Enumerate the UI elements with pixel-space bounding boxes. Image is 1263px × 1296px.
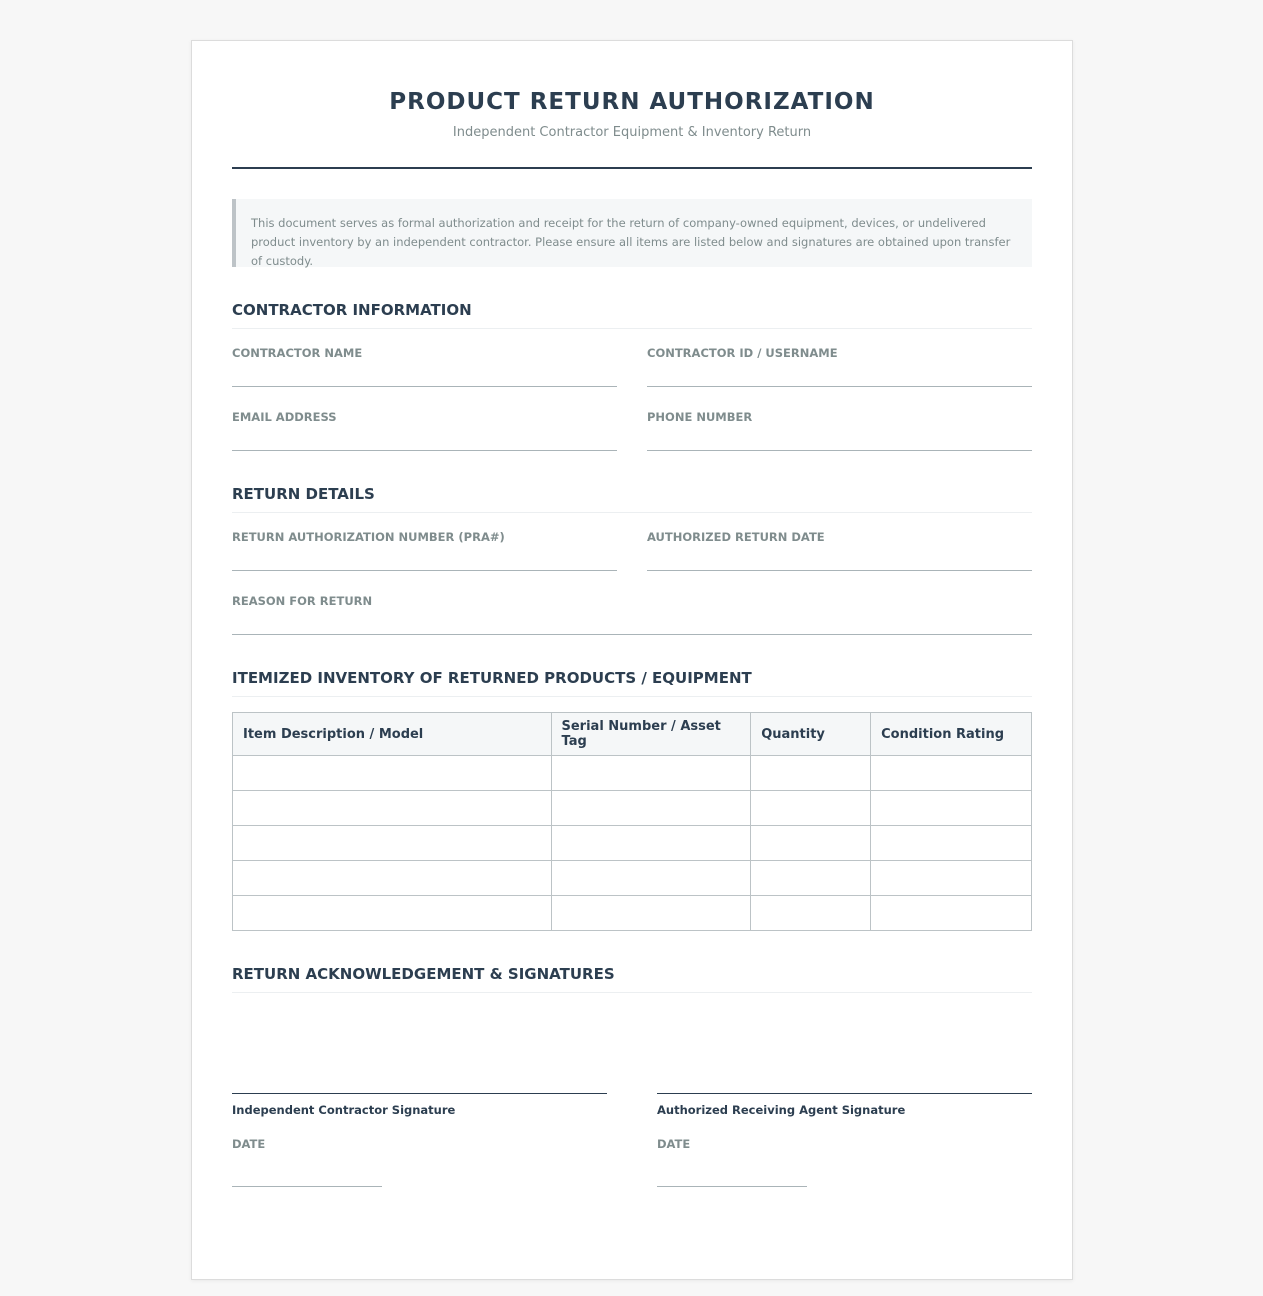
agent-date-label: DATE (657, 1137, 691, 1151)
agent-date-line[interactable] (657, 1186, 807, 1187)
column-header-serial-number: Serial Number / Asset Tag (551, 713, 751, 756)
table-cell[interactable] (233, 896, 552, 931)
table-cell[interactable] (871, 756, 1032, 791)
field-label: CONTRACTOR NAME (232, 346, 363, 360)
table-cell[interactable] (751, 826, 871, 861)
phone-line[interactable] (647, 450, 1032, 451)
table-cell[interactable] (551, 861, 751, 896)
table-row (233, 896, 1032, 931)
contractor-name-line[interactable] (232, 386, 617, 387)
table-cell[interactable] (871, 791, 1032, 826)
table-cell[interactable] (233, 791, 552, 826)
signature-area (232, 1093, 1032, 1187)
table-row (233, 791, 1032, 826)
table-cell[interactable] (551, 791, 751, 826)
section-title-signatures: RETURN ACKNOWLEDGEMENT & SIGNATURES (232, 964, 1032, 993)
table-row (233, 826, 1032, 861)
reason-field[interactable] (232, 594, 1032, 635)
document-header (232, 41, 1032, 169)
return-date-field[interactable] (647, 530, 1032, 571)
field-label: REASON FOR RETURN (232, 594, 373, 608)
column-header-item-description: Item Description / Model (233, 713, 552, 756)
page-subtitle: Independent Contractor Equipment & Inventory Return (452, 125, 812, 140)
agent-signature-block (657, 1093, 1032, 1187)
signatures-section (232, 964, 1032, 1187)
page-title: PRODUCT RETURN AUTHORIZATION (389, 89, 875, 115)
table-row (233, 756, 1032, 791)
table-cell[interactable] (751, 896, 871, 931)
phone-field[interactable] (647, 410, 1032, 451)
section-title-contractor: CONTRACTOR INFORMATION (232, 300, 1032, 329)
column-header-condition: Condition Rating (871, 713, 1032, 756)
field-label: PHONE NUMBER (647, 410, 753, 424)
agent-signature-label: Authorized Receiving Agent Signature (657, 1103, 906, 1117)
inventory-section (232, 668, 1032, 931)
table-cell[interactable] (551, 896, 751, 931)
contractor-date-line[interactable] (232, 1186, 382, 1187)
table-cell[interactable] (233, 756, 552, 791)
document-page (191, 40, 1073, 1280)
pra-number-field[interactable] (232, 530, 617, 571)
table-cell[interactable] (751, 791, 871, 826)
contractor-section (232, 300, 1032, 451)
field-label: RETURN AUTHORIZATION NUMBER (PRA#) (232, 530, 505, 544)
contractor-date-label: DATE (232, 1137, 266, 1151)
contractor-signature-label: Independent Contractor Signature (232, 1103, 456, 1117)
table-cell[interactable] (233, 826, 552, 861)
contractor-signature-block (232, 1093, 607, 1187)
field-row (232, 346, 1032, 387)
table-cell[interactable] (233, 861, 552, 896)
pra-number-line[interactable] (232, 570, 617, 571)
table-cell[interactable] (871, 826, 1032, 861)
contractor-signature-line[interactable] (232, 1093, 607, 1094)
return-date-line[interactable] (647, 570, 1032, 571)
field-row (232, 410, 1032, 451)
field-label: AUTHORIZED RETURN DATE (647, 530, 825, 544)
table-header-row (233, 713, 1032, 756)
field-label: EMAIL ADDRESS (232, 410, 337, 424)
contractor-name-field[interactable] (232, 346, 617, 387)
notice-box: This document serves as formal authorization and receipt for the return of company-owned equipment, devices, or undelivered product inventory by an independent contractor. Please ensure all items are listed below and signatures are obtained upon transfer of custody. (232, 199, 1032, 267)
contractor-id-field[interactable] (647, 346, 1032, 387)
reason-line[interactable] (232, 634, 1032, 635)
table-cell[interactable] (751, 756, 871, 791)
contractor-id-line[interactable] (647, 386, 1032, 387)
return-details-section (232, 484, 1032, 635)
section-title-return-details: RETURN DETAILS (232, 484, 1032, 513)
table-row (233, 861, 1032, 896)
email-line[interactable] (232, 450, 617, 451)
column-header-quantity: Quantity (751, 713, 871, 756)
table-cell[interactable] (871, 861, 1032, 896)
table-cell[interactable] (551, 756, 751, 791)
agent-signature-line[interactable] (657, 1093, 1032, 1094)
field-label: CONTRACTOR ID / USERNAME (647, 346, 838, 360)
table-cell[interactable] (871, 896, 1032, 931)
field-row (232, 530, 1032, 571)
inventory-table (232, 712, 1032, 931)
field-row (232, 594, 1032, 635)
table-cell[interactable] (551, 826, 751, 861)
section-title-inventory: ITEMIZED INVENTORY OF RETURNED PRODUCTS / EQUIPMENT (232, 668, 1032, 697)
email-field[interactable] (232, 410, 617, 451)
table-cell[interactable] (751, 861, 871, 896)
